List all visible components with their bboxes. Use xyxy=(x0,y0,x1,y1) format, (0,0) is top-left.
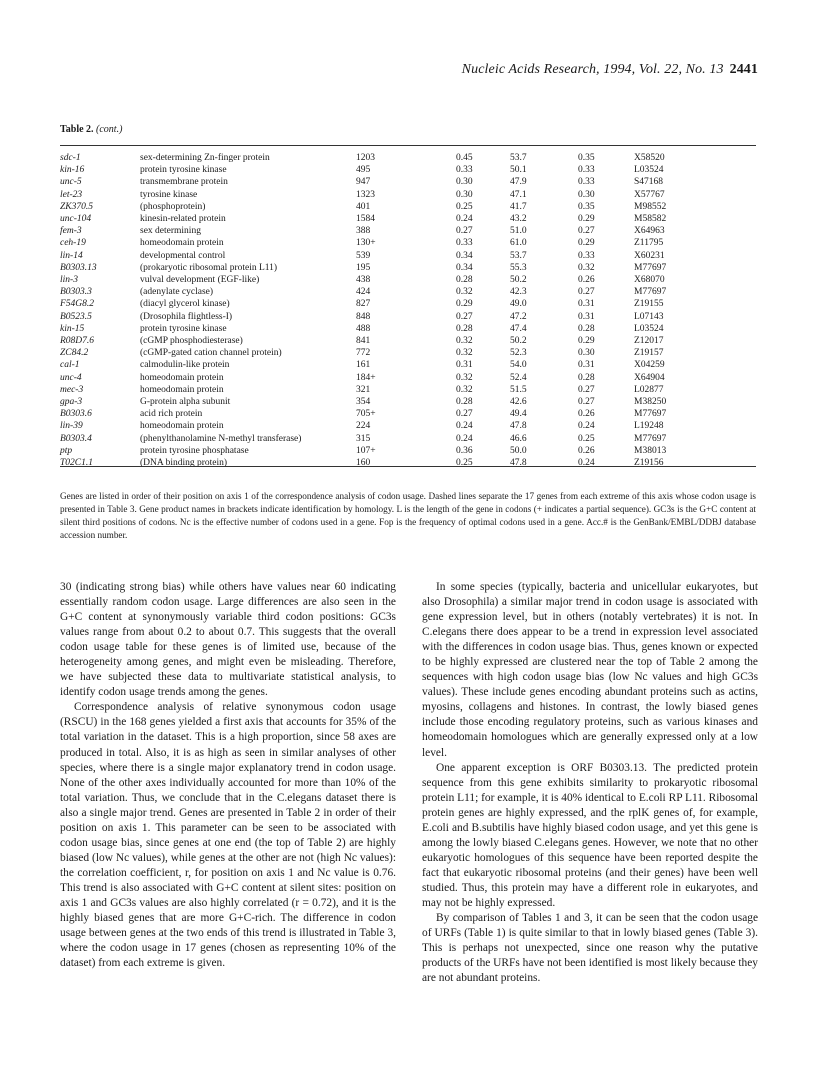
table-footnote: Genes are listed in order of their position on axis 1 of the correspondence analysis of codon usage. Dashed lines separate the 17 genes from each extreme of this axis whose codon usage is presented in Table 3. Gene product names in brackets indicate identification by homology. L is the length of the gene in codons (+ indicates a partial sequence). GC3s is the G+C content at silent third positions of codons. Nc is the effective number of codons used in a gene. Fop is the frequency of optimal codons used in a gene. Acc.# is the GenBank/EMBL/DDBJ database accession number. xyxy=(60,491,756,540)
gc3s-value-cell: 50.1 xyxy=(510,165,527,176)
gene-length-cell: 321 xyxy=(356,384,371,395)
gene-length-cell: 224 xyxy=(356,421,371,432)
fop-value-cell: 0.31 xyxy=(578,299,595,310)
fop-value-cell: 0.29 xyxy=(578,238,595,249)
table-row xyxy=(60,408,756,420)
fop-value-cell: 0.30 xyxy=(578,189,595,200)
table-row xyxy=(60,347,756,359)
gene-product-cell: homeodomain protein xyxy=(140,238,224,249)
gene-length-cell: 488 xyxy=(356,323,371,334)
gene-product-cell: acid rich protein xyxy=(140,409,203,420)
gc3s-value-cell: 51.5 xyxy=(510,384,527,395)
table-label: Table 2. xyxy=(60,124,94,135)
nc-value-cell: 0.28 xyxy=(456,397,473,408)
gene-name-cell: F54G8.2 xyxy=(60,299,95,310)
gene-length-cell: 107+ xyxy=(356,445,376,456)
accession-cell: X60231 xyxy=(634,250,665,261)
gc3s-value-cell: 52.3 xyxy=(510,348,527,359)
gene-product-cell: G-protein alpha subunit xyxy=(140,397,231,408)
gene-product-cell: sex determining xyxy=(140,226,201,237)
accession-cell: X58520 xyxy=(634,153,665,163)
fop-value-cell: 0.35 xyxy=(578,153,595,163)
fop-value-cell: 0.26 xyxy=(578,409,595,420)
fop-value-cell: 0.27 xyxy=(578,287,595,298)
accession-cell: L03524 xyxy=(634,165,664,176)
gc3s-value-cell: 49.0 xyxy=(510,299,527,310)
gene-length-cell: 184+ xyxy=(356,372,376,383)
gene-length-cell: 841 xyxy=(356,336,371,347)
nc-value-cell: 0.27 xyxy=(456,226,473,237)
gene-name-cell: lin-39 xyxy=(60,421,83,432)
fop-value-cell: 0.27 xyxy=(578,226,595,237)
journal-citation: Nucleic Acids Research, 1994, Vol. 22, No. 13 xyxy=(461,62,724,77)
gene-name-cell: B0303.6 xyxy=(60,409,92,420)
nc-value-cell: 0.24 xyxy=(456,214,473,225)
gene-product-cell: (adenylate cyclase) xyxy=(140,287,214,298)
gene-product-cell: (prokaryotic ribosomal protein L11) xyxy=(140,262,278,273)
gene-product-cell: sex-determining Zn-finger protein xyxy=(140,153,270,163)
fop-value-cell: 0.31 xyxy=(578,311,595,322)
gene-product-cell: calmodulin-like protein xyxy=(140,360,230,371)
gene-product-cell: transmembrane protein xyxy=(140,177,228,188)
table-top-rule xyxy=(60,145,756,146)
gene-name-cell: B0523.5 xyxy=(60,311,92,322)
table-continued-label: (cont.) xyxy=(96,124,123,135)
accession-cell: Z11795 xyxy=(634,238,664,249)
table-row xyxy=(60,396,756,408)
nc-value-cell: 0.28 xyxy=(456,323,473,334)
nc-value-cell: 0.34 xyxy=(456,262,473,273)
table-row xyxy=(60,384,756,396)
nc-value-cell: 0.33 xyxy=(456,238,473,249)
gene-product-cell: (cGMP-gated cation channel protein) xyxy=(140,348,282,359)
gene-length-cell: 705+ xyxy=(356,409,376,420)
table-row xyxy=(60,152,756,164)
accession-cell: L02877 xyxy=(634,384,664,395)
nc-value-cell: 0.31 xyxy=(456,360,473,371)
gene-name-cell: mec-3 xyxy=(60,384,84,395)
fop-value-cell: 0.27 xyxy=(578,384,595,395)
nc-value-cell: 0.25 xyxy=(456,458,473,469)
gene-name-cell: fem-3 xyxy=(60,226,82,237)
gene-product-cell: (phenylthanolamine N-methyl transferase) xyxy=(140,433,302,444)
accession-cell: X64963 xyxy=(634,226,665,237)
gene-length-cell: 947 xyxy=(356,177,371,188)
accession-cell: M77697 xyxy=(634,287,667,298)
nc-value-cell: 0.32 xyxy=(456,287,473,298)
gc3s-value-cell: 47.1 xyxy=(510,189,527,200)
nc-value-cell: 0.29 xyxy=(456,299,473,310)
table-row xyxy=(60,250,756,262)
fop-value-cell: 0.31 xyxy=(578,360,595,371)
paragraph: By comparison of Tables 1 and 3, it can be seen that the codon usage of URFs (Table 1) is quite similar to that in lowly biased genes (Table 3). This is perhaps not unexpected, since one reason why the putative products of the URFs have not been identified is most likely because they are not abundant proteins. xyxy=(422,912,758,985)
table-row xyxy=(60,262,756,274)
gc3s-value-cell: 53.7 xyxy=(510,250,527,261)
paragraph: In some species (typically, bacteria and unicellular eukaryotes, but also Drosophila) a similar major trend in codon usage is associated with gene expression level, but in others (notably vertebrates) it is not. In C.elegans there does appear to be a trend in expression level associated with the differences in codon usage bias. Thus, genes known or expected to be highly expressed are clustered near the top of Table 2 among the sequences with high codon usage bias (low Nc values and high GC3s values). These include genes encoding abundant proteins such as actins, myosins, collagens and histones. In contrast, the lowly biased genes include those encoding regulatory proteins, such as various kinases and homeodomain homologues which are generally expressed only at a low level. xyxy=(422,581,758,759)
gene-product-cell: protein tyrosine kinase xyxy=(140,165,227,176)
gene-name-cell: lin-14 xyxy=(60,250,83,261)
gene-product-cell: tyrosine kinase xyxy=(140,189,198,200)
gene-product-cell: protein tyrosine kinase xyxy=(140,323,227,334)
accession-cell: X04259 xyxy=(634,360,665,371)
gene-length-cell: 772 xyxy=(356,348,371,359)
table-bottom-rule xyxy=(60,466,756,467)
gene-name-cell: kin-16 xyxy=(60,165,85,176)
gene-name-cell: sdc-1 xyxy=(60,153,81,163)
fop-value-cell: 0.25 xyxy=(578,433,595,444)
gc3s-value-cell: 61.0 xyxy=(510,238,527,249)
table-row xyxy=(60,274,756,286)
gene-name-cell: ptp xyxy=(60,445,73,456)
gene-length-cell: 315 xyxy=(356,433,371,444)
gene-product-cell: (phosphoprotein) xyxy=(140,201,206,212)
fop-value-cell: 0.24 xyxy=(578,421,595,432)
table-row xyxy=(60,298,756,310)
accession-cell: Z12017 xyxy=(634,336,664,347)
paragraph: Correspondence analysis of relative synonymous codon usage (RSCU) in the 168 genes yielded a first axis that accounts for 35% of the total variation in the dataset. This is a high proportion, since 58 axes are produced in total. Also, it is as high as seen in similar analyses of other species, where there is a single major explanatory trend in codon usage. None of the other axes individually accounted for more than 10% of the total variation. Thus, we conclude that in the C.elegans dataset there is also a single major trend. Genes are presented in Table 2 in order of their position on axis 1. This parameter can be seen to be associated with codon usage bias, since genes at one end (the top of Table 2) are highly biased (low Nc values), while genes at the other are not (high Nc values): the correlation coefficient, r, for position on axis 1 and Nc value is 0.76. This trend is also associated with G+C content at silent sites: position on axis 1 and GC3s values are also highly correlated (r = 0.72), and it is the highly biased genes that are more G+C-rich. The difference in codon usage between genes at the two ends of this trend is illustrated in Table 3, where the codon usage in 17 genes (chosen as representing 10% of the dataset) from each extreme is given. xyxy=(60,701,396,970)
paragraph: One apparent exception is ORF B0303.13. The predicted protein sequence from this gene exhibits similarity to prokaryotic ribosomal protein L11; for example, it is 40% identical to E.coli RP L11. Ribosomal protein genes are highly expressed, and the rplK genes of, for example, E.coli and B.subtilis have highly biased codon usage, and yet this gene is among the lowly biased C.elegans genes. However, we note that no other eukaryotic homologues of this sequence have been reported despite the fact that eukaryotic ribosomal proteins (and their genes) have been well studied. Thus, this protein may have a different role in eukaryotes, and may not be highly expressed. xyxy=(422,761,758,909)
table-row xyxy=(60,433,756,445)
table-row xyxy=(60,335,756,347)
nc-value-cell: 0.24 xyxy=(456,433,473,444)
accession-cell: M98552 xyxy=(634,201,667,212)
gc3s-value-cell: 50.2 xyxy=(510,336,527,347)
gene-product-cell: homeodomain protein xyxy=(140,421,224,432)
table-row xyxy=(60,372,756,384)
fop-value-cell: 0.28 xyxy=(578,323,595,334)
accession-cell: Z19156 xyxy=(634,458,664,469)
nc-value-cell: 0.32 xyxy=(456,348,473,359)
fop-value-cell: 0.26 xyxy=(578,445,595,456)
gene-length-cell: 195 xyxy=(356,262,371,273)
accession-cell: X57767 xyxy=(634,189,665,200)
fop-value-cell: 0.27 xyxy=(578,397,595,408)
nc-value-cell: 0.36 xyxy=(456,445,473,456)
nc-value-cell: 0.32 xyxy=(456,372,473,383)
gene-product-cell: (Drosophila flightless-I) xyxy=(140,311,233,322)
accession-cell: M77697 xyxy=(634,409,667,420)
gene-length-cell: 495 xyxy=(356,165,371,176)
gene-table xyxy=(60,152,756,469)
gene-product-cell: developmental control xyxy=(140,250,226,261)
fop-value-cell: 0.35 xyxy=(578,201,595,212)
gene-product-cell: (diacyl glycerol kinase) xyxy=(140,299,230,310)
gene-name-cell: ceh-19 xyxy=(60,238,86,249)
table-row xyxy=(60,445,756,457)
gc3s-value-cell: 50.0 xyxy=(510,445,527,456)
gc3s-value-cell: 54.0 xyxy=(510,360,527,371)
gene-table-body xyxy=(60,152,756,469)
gene-name-cell: B0303.3 xyxy=(60,287,92,298)
table-row xyxy=(60,323,756,335)
gene-name-cell: B0303.13 xyxy=(60,262,97,273)
gc3s-value-cell: 47.2 xyxy=(510,311,527,322)
nc-value-cell: 0.25 xyxy=(456,201,473,212)
gene-length-cell: 354 xyxy=(356,397,371,408)
running-header xyxy=(462,62,758,78)
gc3s-value-cell: 52.4 xyxy=(510,372,527,383)
gene-length-cell: 160 xyxy=(356,458,371,469)
gene-name-cell: unc-4 xyxy=(60,372,82,383)
nc-value-cell: 0.32 xyxy=(456,336,473,347)
nc-value-cell: 0.30 xyxy=(456,189,473,200)
fop-value-cell: 0.29 xyxy=(578,336,595,347)
gene-name-cell: lin-3 xyxy=(60,275,78,286)
gc3s-value-cell: 51.0 xyxy=(510,226,527,237)
gene-product-cell: (cGMP phosphodiesterase) xyxy=(140,336,243,347)
gene-product-cell: vulval development (EGF-like) xyxy=(140,275,260,286)
accession-cell: Z19157 xyxy=(634,348,664,359)
accession-cell: M58582 xyxy=(634,214,667,225)
table-caption xyxy=(60,124,122,135)
gene-length-cell: 424 xyxy=(356,287,371,298)
gene-product-cell: kinesin-related protein xyxy=(140,214,226,225)
table-row xyxy=(60,176,756,188)
gene-length-cell: 388 xyxy=(356,226,371,237)
gene-length-cell: 827 xyxy=(356,299,371,310)
gene-name-cell: let-23 xyxy=(60,189,83,200)
fop-value-cell: 0.33 xyxy=(578,177,595,188)
gene-product-cell: homeodomain protein xyxy=(140,384,224,395)
gene-name-cell: unc-104 xyxy=(60,214,92,225)
right-text-column xyxy=(422,580,758,986)
gene-name-cell: kin-15 xyxy=(60,323,85,334)
gene-name-cell: unc-5 xyxy=(60,177,82,188)
fop-value-cell: 0.29 xyxy=(578,214,595,225)
accession-cell: M77697 xyxy=(634,262,667,273)
accession-cell: L03524 xyxy=(634,323,664,334)
gc3s-value-cell: 42.6 xyxy=(510,397,527,408)
table-row xyxy=(60,359,756,371)
gene-product-cell: homeodomain protein xyxy=(140,372,224,383)
gene-name-cell: R08D7.6 xyxy=(60,336,95,347)
nc-value-cell: 0.24 xyxy=(456,421,473,432)
gene-name-cell: B0303.4 xyxy=(60,433,92,444)
nc-value-cell: 0.27 xyxy=(456,311,473,322)
gene-product-cell: protein tyrosine phosphatase xyxy=(140,445,249,456)
nc-value-cell: 0.45 xyxy=(456,153,473,163)
table-row xyxy=(60,225,756,237)
accession-cell: L19248 xyxy=(634,421,664,432)
accession-cell: X68070 xyxy=(634,275,665,286)
fop-value-cell: 0.24 xyxy=(578,458,595,469)
accession-cell: X64904 xyxy=(634,372,665,383)
gene-length-cell: 161 xyxy=(356,360,371,371)
accession-cell: M77697 xyxy=(634,433,667,444)
gc3s-value-cell: 46.6 xyxy=(510,433,527,444)
table-row xyxy=(60,420,756,432)
fop-value-cell: 0.28 xyxy=(578,372,595,383)
table-row xyxy=(60,286,756,298)
nc-value-cell: 0.34 xyxy=(456,250,473,261)
accession-cell: Z19155 xyxy=(634,299,664,310)
page-number: 2441 xyxy=(729,62,758,77)
gc3s-value-cell: 47.8 xyxy=(510,421,527,432)
gc3s-value-cell: 43.2 xyxy=(510,214,527,225)
gene-name-cell: cal-1 xyxy=(60,360,80,371)
gc3s-value-cell: 47.8 xyxy=(510,458,527,469)
fop-value-cell: 0.26 xyxy=(578,275,595,286)
gene-length-cell: 1584 xyxy=(356,214,375,225)
table-row xyxy=(60,164,756,176)
gc3s-value-cell: 49.4 xyxy=(510,409,527,420)
gene-name-cell: gpa-3 xyxy=(60,397,83,408)
fop-value-cell: 0.33 xyxy=(578,250,595,261)
gene-product-cell: (DNA binding protein) xyxy=(140,458,228,469)
table-row xyxy=(60,237,756,249)
table-row xyxy=(60,311,756,323)
table-row xyxy=(60,201,756,213)
fop-value-cell: 0.32 xyxy=(578,262,595,273)
table-row xyxy=(60,457,756,469)
gene-length-cell: 438 xyxy=(356,275,371,286)
table-row xyxy=(60,213,756,225)
gene-length-cell: 401 xyxy=(356,201,371,212)
gene-length-cell: 848 xyxy=(356,311,371,322)
table-row xyxy=(60,189,756,201)
gene-length-cell: 539 xyxy=(356,250,371,261)
left-text-column xyxy=(60,580,396,971)
gene-name-cell: ZK370.5 xyxy=(60,201,93,212)
gc3s-value-cell: 47.9 xyxy=(510,177,527,188)
fop-value-cell: 0.30 xyxy=(578,348,595,359)
accession-cell: S47168 xyxy=(634,177,664,188)
gene-length-cell: 1323 xyxy=(356,189,375,200)
fop-value-cell: 0.33 xyxy=(578,165,595,176)
gc3s-value-cell: 55.3 xyxy=(510,262,527,273)
gc3s-value-cell: 42.3 xyxy=(510,287,527,298)
nc-value-cell: 0.28 xyxy=(456,275,473,286)
gene-name-cell: ZC84.2 xyxy=(60,348,89,359)
gene-length-cell: 1203 xyxy=(356,153,375,163)
accession-cell: L07143 xyxy=(634,311,664,322)
gene-name-cell: T02C1.1 xyxy=(60,458,93,469)
gc3s-value-cell: 53.7 xyxy=(510,153,527,163)
nc-value-cell: 0.33 xyxy=(456,165,473,176)
gc3s-value-cell: 47.4 xyxy=(510,323,527,334)
nc-value-cell: 0.27 xyxy=(456,409,473,420)
accession-cell: M38013 xyxy=(634,445,667,456)
paragraph: 30 (indicating strong bias) while others have values near 60 indicating essentially random codon usage. Large differences are also seen in the G+C content at synonymously variable third codon positions: GC3s values range from about 0.2 to about 0.7. This suggests that the overall codon usage table for these genes is of limited use, because of the heterogeneity among genes, and might even be misleading. Therefore, we have subjected these data to multivariate statistical analysis, to identify codon usage trends among the genes. xyxy=(60,581,396,699)
gc3s-value-cell: 50.2 xyxy=(510,275,527,286)
nc-value-cell: 0.30 xyxy=(456,177,473,188)
gene-length-cell: 130+ xyxy=(356,238,376,249)
accession-cell: M38250 xyxy=(634,397,667,408)
nc-value-cell: 0.32 xyxy=(456,384,473,395)
gc3s-value-cell: 41.7 xyxy=(510,201,527,212)
